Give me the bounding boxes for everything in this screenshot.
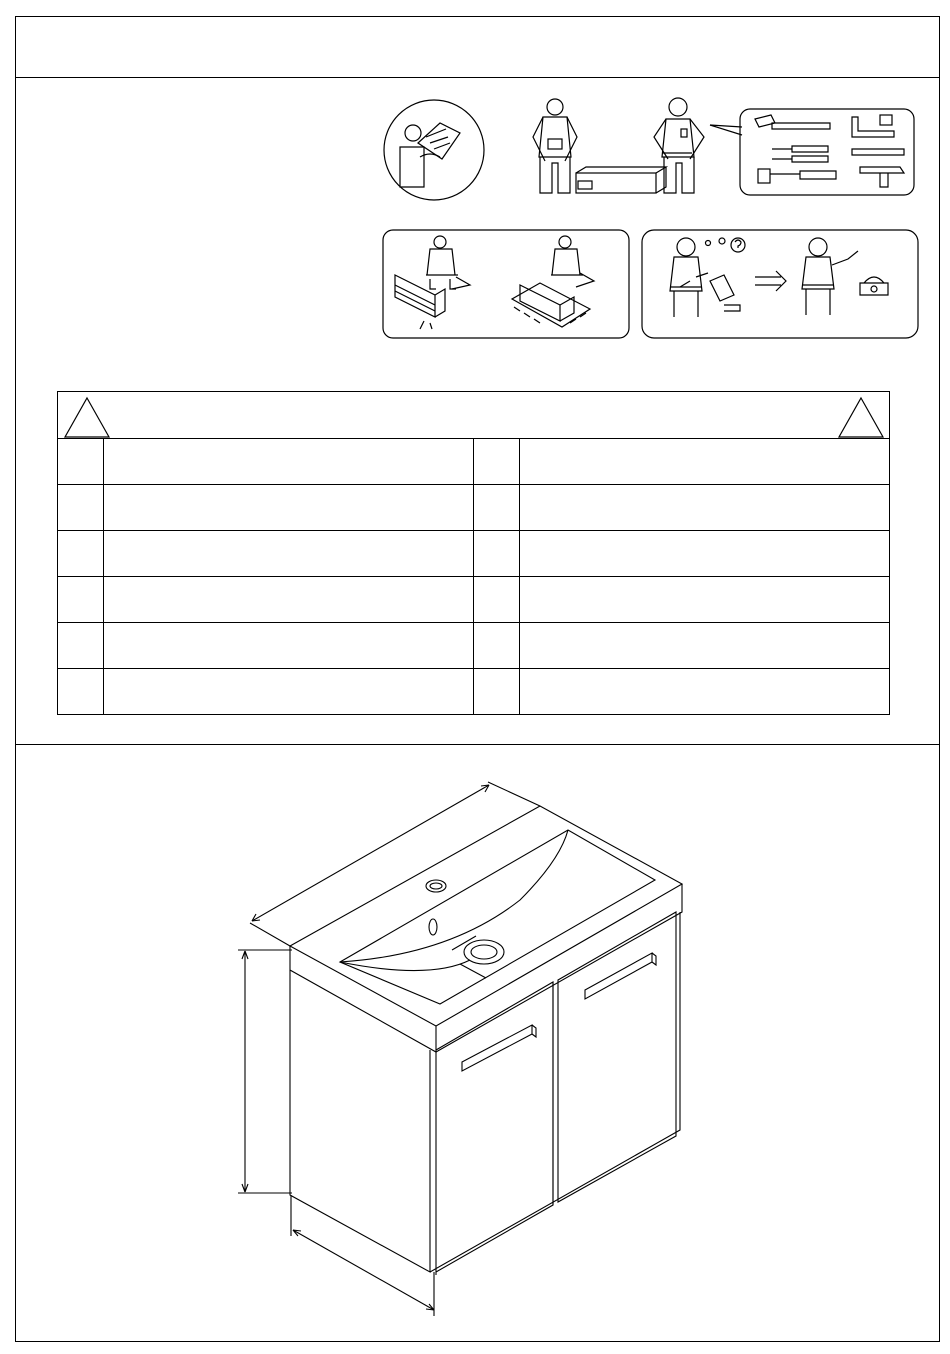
basin-top <box>290 806 682 1052</box>
row-text <box>524 438 884 484</box>
row-text <box>524 576 884 622</box>
table-row <box>58 622 889 668</box>
product-drawing <box>230 770 710 1325</box>
row-text <box>524 530 884 576</box>
row-number <box>58 484 104 530</box>
tools-required-icon <box>710 109 914 195</box>
row-text <box>108 668 468 714</box>
table-row <box>58 668 889 714</box>
row-text <box>524 668 884 714</box>
row-number <box>474 576 520 622</box>
table-row <box>58 576 889 622</box>
two-person-icon <box>533 98 704 193</box>
row-number <box>474 668 520 714</box>
header-divider <box>15 77 940 78</box>
row-text <box>108 622 468 668</box>
table-row <box>58 530 889 576</box>
row-text <box>108 530 468 576</box>
warning-triangle-icon <box>836 395 886 439</box>
safety-pictograms <box>380 95 925 345</box>
table-row <box>58 484 889 530</box>
warning-table <box>57 391 890 715</box>
warning-table-header <box>58 392 889 439</box>
door-handle <box>462 1025 536 1071</box>
protect-surface-icon <box>383 230 629 338</box>
row-text <box>108 438 468 484</box>
row-text <box>108 576 468 622</box>
height-dimension <box>238 950 292 1193</box>
row-number <box>474 484 520 530</box>
row-number <box>474 530 520 576</box>
row-number <box>474 622 520 668</box>
header-band <box>16 17 939 76</box>
door-handle <box>585 953 656 999</box>
row-number <box>58 576 104 622</box>
row-text <box>524 622 884 668</box>
row-text <box>108 484 468 530</box>
row-number <box>58 530 104 576</box>
row-number <box>58 668 104 714</box>
depth-dimension <box>250 782 540 946</box>
read-manual-icon <box>384 100 484 200</box>
call-support-icon <box>642 230 918 338</box>
cabinet-body <box>290 912 680 1275</box>
row-number <box>58 438 104 484</box>
row-text <box>524 484 884 530</box>
row-number <box>474 438 520 484</box>
table-row <box>58 438 889 484</box>
row-number <box>58 622 104 668</box>
warning-triangle-icon <box>62 395 112 439</box>
width-dimension <box>291 1195 434 1316</box>
section-divider <box>15 744 940 745</box>
